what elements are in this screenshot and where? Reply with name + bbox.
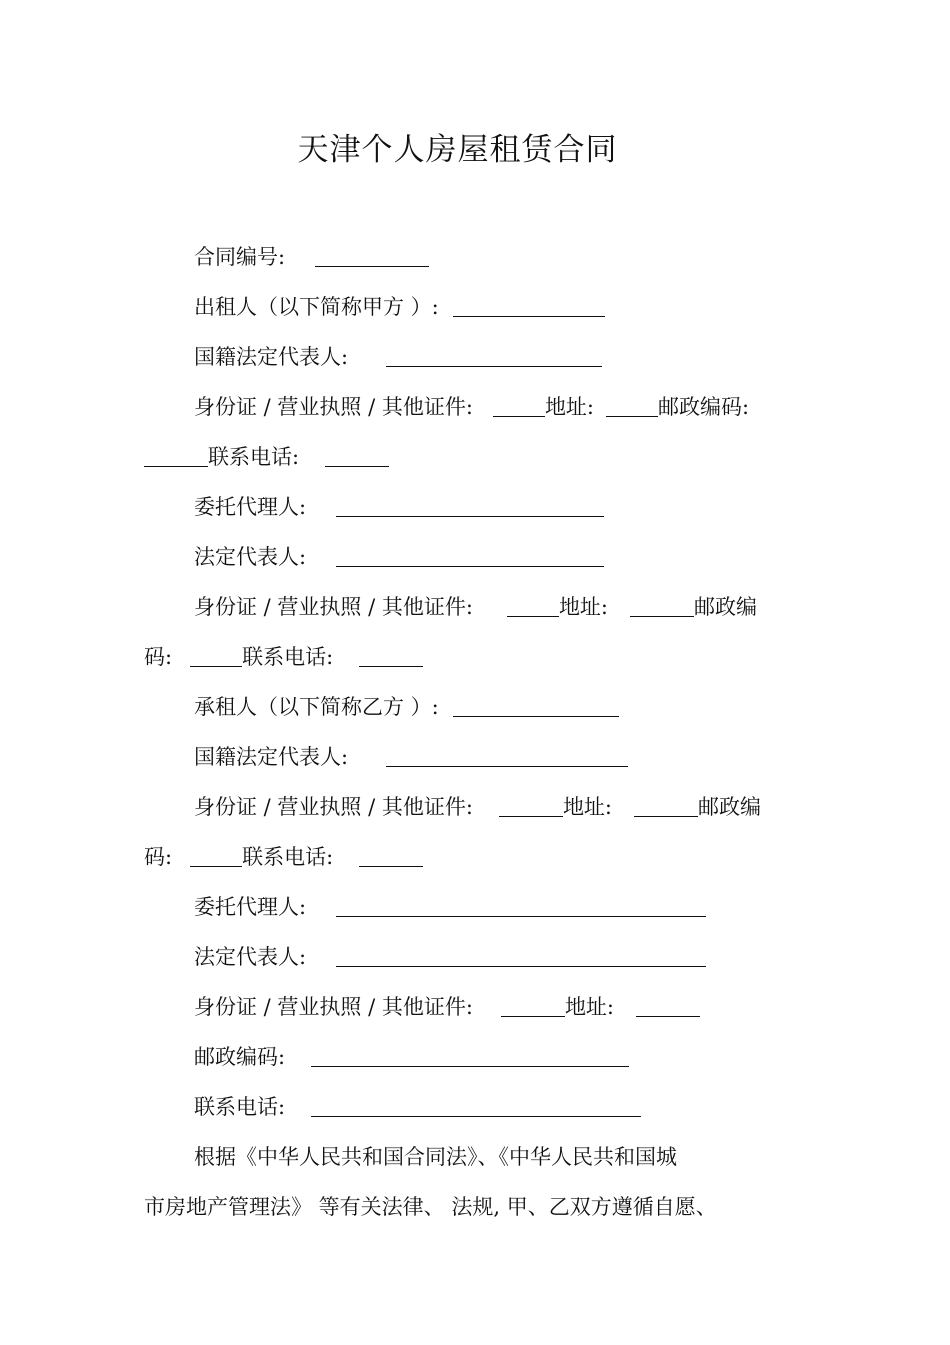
- lessor-agent-label: 委托代理人:: [194, 495, 307, 519]
- body-paragraph-line-2: [144, 1192, 717, 1222]
- lessee-phone-line: [144, 842, 423, 872]
- lessee-legal-rep-blank[interactable]: [336, 946, 706, 967]
- lessor-id-blank[interactable]: [493, 396, 545, 417]
- contract-number-blank[interactable]: [315, 246, 429, 267]
- lessee-rep-id-line: [194, 992, 700, 1022]
- lessor-rep-postcode-label-cont: 码:: [144, 645, 173, 669]
- lessee-legal-rep-label: 法定代表人:: [194, 945, 307, 969]
- lessor-rep-id-line: [194, 592, 757, 622]
- lessee-phone-label: 联系电话:: [242, 845, 334, 869]
- lessee-postcode-blank[interactable]: [190, 846, 242, 867]
- body-text-2: 市房地产管理法》 等有关法律、 法规, 甲、乙双方遵循自愿、: [144, 1195, 717, 1219]
- lessor-postcode-label: 邮政编码:: [658, 395, 750, 419]
- lessee-line: [194, 692, 619, 722]
- lessee-phone-blank[interactable]: [359, 846, 423, 867]
- lessor-rep-id-blank[interactable]: [507, 596, 559, 617]
- lessor-legal-rep-line: [194, 542, 604, 572]
- lessee-blank[interactable]: [453, 696, 619, 717]
- lessor-nationality-rep-blank[interactable]: [386, 346, 602, 367]
- lessor-label: 出租人（以下简称甲方 ）:: [194, 295, 439, 319]
- lessor-agent-line: [194, 492, 604, 522]
- lessee-rep-address-label: 地址:: [564, 995, 615, 1019]
- lessor-rep-address-blank[interactable]: [630, 596, 694, 617]
- lessee-rep-id-label: 身份证 / 营业执照 / 其他证件:: [194, 995, 473, 1019]
- lessor-phone-line: [144, 442, 389, 472]
- lessee-rep-postcode-label: 邮政编码:: [194, 1045, 286, 1069]
- lessee-rep-postcode-blank[interactable]: [311, 1046, 629, 1067]
- lessee-agent-line: [194, 892, 706, 922]
- lessor-rep-id-label: 身份证 / 营业执照 / 其他证件:: [194, 595, 473, 619]
- lessee-label: 承租人（以下简称乙方 ）:: [194, 695, 439, 719]
- lessee-rep-phone-blank[interactable]: [311, 1096, 641, 1117]
- lessor-address-label: 地址:: [544, 395, 595, 419]
- lessee-legal-rep-line: [194, 942, 706, 972]
- lessor-rep-postcode-label: 邮政编: [694, 595, 758, 619]
- lessor-legal-rep-blank[interactable]: [336, 546, 604, 567]
- document-title: 天津个人房屋租赁合同: [297, 132, 618, 168]
- body-paragraph-line-1: [194, 1142, 677, 1172]
- lessee-nationality-rep-label: 国籍法定代表人:: [194, 745, 349, 769]
- lessee-id-line: [194, 792, 761, 822]
- lessor-rep-phone-label: 联系电话:: [242, 645, 334, 669]
- lessee-id-blank[interactable]: [499, 796, 563, 817]
- lessor-nationality-rep-label: 国籍法定代表人:: [194, 345, 349, 369]
- lessee-rep-phone-label: 联系电话:: [194, 1095, 286, 1119]
- lessor-phone-blank[interactable]: [325, 446, 389, 467]
- lessee-postcode-label-cont: 码:: [144, 845, 173, 869]
- lessor-nationality-rep-line: [194, 342, 602, 372]
- body-text-1: 根据《中华人民共和国合同法》、《中华人民共和国城: [194, 1145, 677, 1169]
- lessee-agent-blank[interactable]: [336, 896, 706, 917]
- lessee-address-label: 地址:: [562, 795, 613, 819]
- lessor-agent-blank[interactable]: [336, 496, 604, 517]
- lessor-legal-rep-label: 法定代表人:: [194, 545, 307, 569]
- lessee-nationality-rep-line: [194, 742, 628, 772]
- lessee-rep-id-blank[interactable]: [501, 996, 565, 1017]
- lessor-rep-address-label: 地址:: [558, 595, 609, 619]
- lessor-rep-phone-blank[interactable]: [359, 646, 423, 667]
- lessor-line: [194, 292, 605, 322]
- lessee-id-label: 身份证 / 营业执照 / 其他证件:: [194, 795, 473, 819]
- lessor-rep-phone-line: [144, 642, 423, 672]
- lessee-address-blank[interactable]: [634, 796, 698, 817]
- lessor-rep-postcode-blank[interactable]: [190, 646, 242, 667]
- lessee-rep-address-blank[interactable]: [636, 996, 700, 1017]
- lessee-postcode-label: 邮政编: [698, 795, 762, 819]
- lessor-phone-label: 联系电话:: [208, 445, 300, 469]
- lessee-contact-line: [194, 1092, 641, 1122]
- lessor-id-line: [194, 392, 749, 422]
- lessor-blank[interactable]: [453, 296, 605, 317]
- lessor-id-label: 身份证 / 营业执照 / 其他证件:: [194, 395, 473, 419]
- lessee-agent-label: 委托代理人:: [194, 895, 307, 919]
- lessor-address-blank[interactable]: [606, 396, 658, 417]
- contract-number-label: 合同编号:: [194, 245, 286, 269]
- lessee-postcode-line: [194, 1042, 629, 1072]
- contract-number-line: [194, 242, 429, 272]
- lessor-postcode-blank[interactable]: [144, 446, 208, 467]
- lessee-nationality-rep-blank[interactable]: [386, 746, 628, 767]
